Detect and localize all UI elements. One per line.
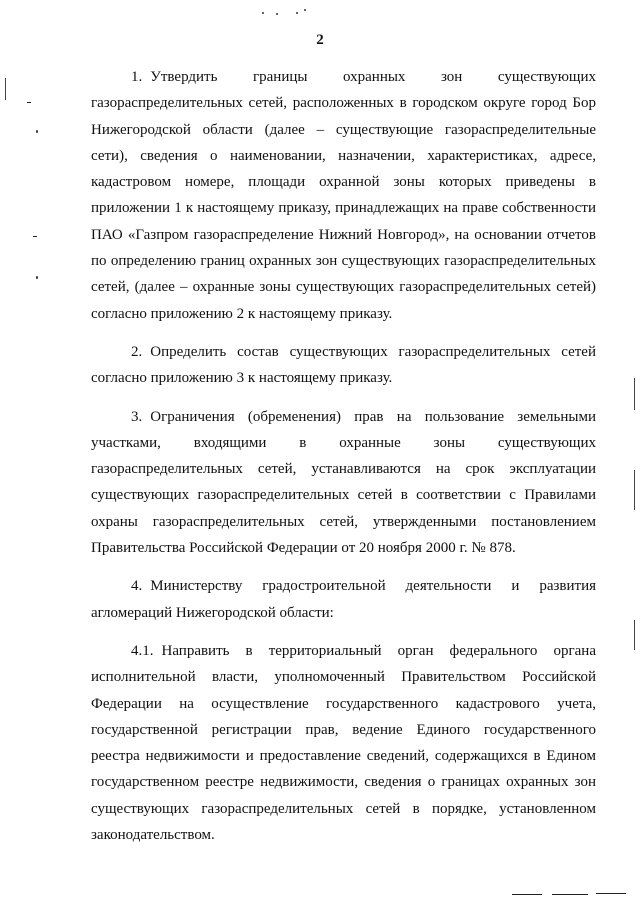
paragraph-4 [91, 573, 596, 626]
scan-margin-mark [27, 102, 31, 103]
scan-margin-line [634, 470, 635, 510]
scan-speck [304, 9, 306, 11]
paragraph-4-1 [91, 638, 596, 848]
scan-margin-line [634, 620, 635, 650]
page-number: 2 [316, 32, 324, 48]
scan-margin-line [5, 78, 6, 100]
scan-speck [276, 13, 278, 15]
paragraph-number: 4.1. [131, 642, 154, 659]
scan-bottom-line [512, 894, 542, 895]
scan-bottom-line [552, 894, 588, 895]
paragraph-number: 4. [131, 578, 143, 595]
paragraph-1 [91, 64, 596, 327]
scan-bottom-line [596, 893, 626, 894]
paragraph-text: Утвердить границы охранных зон существующих газораспределительных сетей, расположенных в городском округе город Бор Нижегородской области (далее – существующие газораспределительные сети), сведения о наименовании, назначении, характеристиках, адресе, кадастровом номере, площади охранной зоны которых приведены в приложении 1 к настоящему приказу, принадлежащих на праве собственности ПАО «Газпром газораспределение Нижний Новгород», на основании отчетов по определению границ охранных зон существующих газораспределительных сетей, (далее – охранные зоны существующих газораспределительных сетей) согласно приложению 2 к настоящему приказу. [91, 69, 596, 322]
document-body [91, 64, 596, 860]
scan-speck [36, 130, 38, 133]
scan-speck [296, 12, 298, 14]
paragraph-number: 2. [131, 343, 143, 360]
scan-margin-line [634, 378, 635, 410]
scan-speck [36, 276, 38, 279]
paragraph-2 [91, 339, 596, 392]
scan-margin-mark [33, 236, 37, 237]
paragraph-text: Ограничения (обременения) прав на пользование земельными участками, входящими в охранные зоны существующих газораспределительных сетей, устанавливаются на срок эксплуатации существующих газораспределительных сетей в соответствии с Правилами охраны газораспределительных сетей, утвержденными постановлением Правительства Российской Федерации от 20 ноября 2000 г. № 878. [91, 408, 596, 557]
paragraph-number: 1. [131, 69, 143, 85]
paragraph-3 [91, 404, 596, 562]
paragraph-text: Направить в территориальный орган федерального органа исполнительной власти, уполномоченный Правительством Российской Федерации на осуществление государственного кадастрового учета, государственной регистрации прав, ведение Единого государственного реестра недвижимости и предоставление сведений, содержащихся в Едином государственном реестре недвижимости, сведения о границах охранных зон существующих газораспределительных сетей в порядке, установленном законодательством. [91, 642, 596, 844]
paragraph-number: 3. [131, 408, 143, 425]
paragraph-text: Министерству градостроительной деятельности и развития агломераций Нижегородской области: [91, 578, 596, 621]
scan-speck [262, 12, 264, 14]
paragraph-text: Определить состав существующих газораспределительных сетей согласно приложению 3 к настоящему приказу. [91, 343, 596, 387]
